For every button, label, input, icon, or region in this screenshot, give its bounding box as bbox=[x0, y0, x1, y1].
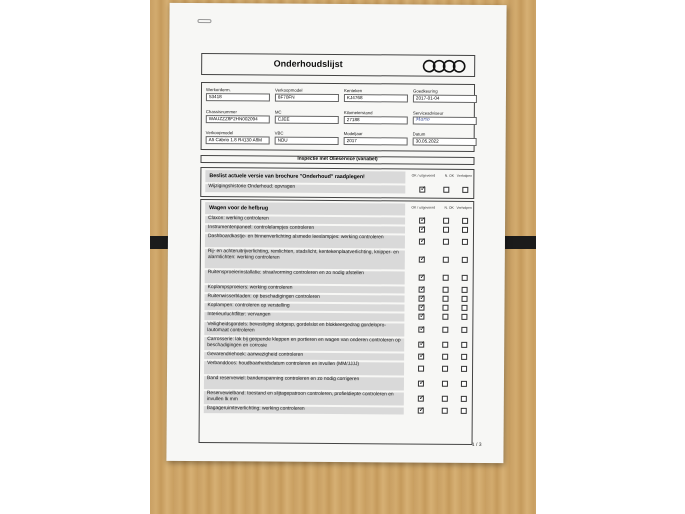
section-lift bbox=[199, 199, 475, 445]
staple-mark bbox=[197, 19, 211, 23]
black-strip-right bbox=[505, 236, 536, 249]
not-ok-checkbox[interactable] bbox=[443, 275, 449, 281]
checklist-row: Koplampsproeiers: werking controleren ✓ bbox=[205, 285, 471, 287]
ok-checkbox[interactable] bbox=[419, 296, 425, 302]
field-vbc: VBC NDU bbox=[275, 131, 339, 145]
not-ok-checkbox[interactable] bbox=[442, 305, 448, 311]
not-ok-checkbox[interactable] bbox=[443, 296, 449, 302]
field-model-year: Modeljaar 2017 bbox=[344, 131, 408, 145]
ok-checkbox[interactable] bbox=[418, 305, 424, 311]
ok-checkbox[interactable] bbox=[419, 275, 425, 281]
maintenance-sheet bbox=[166, 3, 506, 463]
fixed-checkbox[interactable] bbox=[461, 408, 467, 414]
checklist-row: Band reservewiel: bandenspanning controleren en zo nodig corrigeren ✓ bbox=[204, 376, 470, 378]
not-ok-checkbox[interactable] bbox=[442, 327, 448, 333]
not-ok-checkbox[interactable] bbox=[442, 342, 448, 348]
page-title: Onderhoudslijst bbox=[273, 58, 343, 70]
not-ok-checkbox[interactable] bbox=[443, 227, 449, 233]
checklist-row: Interieurluchtfilter: vervangen ✓ bbox=[204, 312, 470, 314]
page-number: 1 / 3 bbox=[471, 441, 482, 449]
ok-checkbox[interactable] bbox=[418, 354, 424, 360]
fixed-checkbox[interactable] bbox=[461, 366, 467, 372]
field-sales-model: Verkoopmodel 8F70FN bbox=[275, 88, 339, 102]
checklist-row: Gevarendriehoek: aanwezigheid controleren ✓ bbox=[204, 352, 470, 354]
not-ok-checkbox[interactable] bbox=[443, 239, 449, 245]
ok-checkbox[interactable] bbox=[419, 187, 425, 193]
not-ok-checkbox[interactable] bbox=[442, 354, 448, 360]
ok-checkbox[interactable] bbox=[418, 327, 424, 333]
fixed-checkbox[interactable] bbox=[462, 187, 468, 193]
field-model-name: Verkoopmodel A5 Cabrio 1.8 R4130 A8M bbox=[206, 130, 270, 144]
checklist-row: Rij- en achteruitrijverlichting, remlichten, stadslicht, kentekenplaatverlichting, knipper- en alarmlichten: werking controleren ✓ bbox=[205, 249, 471, 251]
ok-checkbox[interactable] bbox=[419, 287, 425, 293]
field-work-order: Werkorderm. 53418 bbox=[206, 87, 270, 101]
fixed-checkbox[interactable] bbox=[461, 305, 467, 311]
ok-checkbox[interactable] bbox=[418, 366, 424, 372]
fixed-checkbox[interactable] bbox=[462, 227, 468, 233]
field-mc: MC CJEE bbox=[275, 110, 339, 124]
checklist-row: Verbanddoos: houdbaarheidsdatum controleren en invullen (MM/JJJJ) bbox=[204, 361, 470, 363]
fixed-checkbox[interactable] bbox=[461, 314, 467, 320]
checklist-row: Bagageruimteverlichting: werking controleren ✓ bbox=[204, 406, 470, 408]
fixed-checkbox[interactable] bbox=[462, 287, 468, 293]
advisor-signature: Mario bbox=[413, 117, 477, 125]
fixed-checkbox[interactable] bbox=[462, 257, 468, 263]
section-brochure bbox=[200, 167, 474, 199]
checklist-row: Wijzigingshistorie Onderhoud: opvragen ✓ bbox=[205, 184, 471, 186]
section-header: Wagen voor de hefbrug OK / uitgevoerd N. OK Verholpen bbox=[205, 202, 471, 216]
ok-checkbox[interactable] bbox=[418, 408, 424, 414]
ok-checkbox[interactable] bbox=[419, 239, 425, 245]
not-ok-checkbox[interactable] bbox=[442, 314, 448, 320]
title-box bbox=[201, 53, 475, 77]
not-ok-checkbox[interactable] bbox=[443, 287, 449, 293]
field-license-plate: Kenteken KJ4768 bbox=[344, 88, 408, 102]
checklist-row: Ruitensproeierinstallatie: straalvorming controleren en zo nodig afstellen ✓ bbox=[205, 270, 471, 272]
ok-checkbox[interactable] bbox=[418, 314, 424, 320]
fixed-checkbox[interactable] bbox=[461, 396, 467, 402]
ok-checkbox[interactable] bbox=[419, 218, 425, 224]
fixed-checkbox[interactable] bbox=[461, 342, 467, 348]
field-mileage: Kilometerstand 27188 bbox=[344, 110, 408, 124]
not-ok-checkbox[interactable] bbox=[442, 396, 448, 402]
checklist-row: Ruitenwisserbladen: op beschadigingen controleren ✓ bbox=[205, 294, 471, 296]
not-ok-checkbox[interactable] bbox=[442, 381, 448, 387]
fixed-checkbox[interactable] bbox=[462, 296, 468, 302]
checklist-row: Carrosserie: lak bij geopende kleppen en portieren en wagen van onderen controleren op beschadigingen en corrosie ✓ bbox=[204, 337, 470, 339]
not-ok-checkbox[interactable] bbox=[443, 257, 449, 263]
field-date: Datum 30.05.2022 bbox=[413, 132, 477, 146]
ok-checkbox[interactable] bbox=[418, 381, 424, 387]
ok-checkbox[interactable] bbox=[419, 257, 425, 263]
checklist-row: Instrumentenpaneel: controlelampjes controleren ✓ bbox=[205, 225, 471, 227]
fixed-checkbox[interactable] bbox=[462, 218, 468, 224]
ok-checkbox[interactable] bbox=[419, 227, 425, 233]
not-ok-checkbox[interactable] bbox=[443, 218, 449, 224]
not-ok-checkbox[interactable] bbox=[442, 408, 448, 414]
fixed-checkbox[interactable] bbox=[462, 239, 468, 245]
field-service-advisor: Serviceadviseur Mario bbox=[413, 111, 477, 125]
inspection-title: Inspectie met Olieservice (variabel) bbox=[200, 155, 474, 165]
four-rings-logo-icon bbox=[420, 59, 468, 74]
field-chassis-number: Chassisnummer WAUZZZ8F2HN002094 bbox=[206, 109, 270, 123]
checklist-row: Dashboardkastje- en binnenverlichting alsmede leeslampjes: werking controleren ✓ bbox=[205, 234, 471, 236]
checklist-row: Veiligheidsgordels: bevestiging slotgesp, gordelslot en blokkeergedrag gordeloprolautomaat controleren ✓ bbox=[204, 322, 470, 324]
checklist-row: Koplampen: controleren op verstelling ✓ bbox=[205, 303, 471, 305]
ok-checkbox[interactable] bbox=[418, 396, 424, 402]
not-ok-checkbox[interactable] bbox=[442, 366, 448, 372]
checklist-row: Claxon: werking controleren ✓ bbox=[205, 216, 471, 218]
fixed-checkbox[interactable] bbox=[461, 381, 467, 387]
checklist-row: Reservewielband: toestand en slijtagepatroon controleren, profieldiepte controleren en invullen lk mm ✓ bbox=[204, 391, 470, 393]
section-header: Beslist actuele versie van brochure "Onderhoud" raadplegen! OK / uitgevoerd N. OK Verholpen bbox=[205, 170, 471, 184]
ok-checkbox[interactable] bbox=[418, 342, 424, 348]
vehicle-info-box bbox=[201, 82, 475, 152]
fixed-checkbox[interactable] bbox=[461, 354, 467, 360]
fixed-checkbox[interactable] bbox=[461, 327, 467, 333]
fixed-checkbox[interactable] bbox=[462, 275, 468, 281]
not-ok-checkbox[interactable] bbox=[443, 187, 449, 193]
field-approval-date: Goedkeuring 2017-01-04 bbox=[413, 89, 477, 103]
